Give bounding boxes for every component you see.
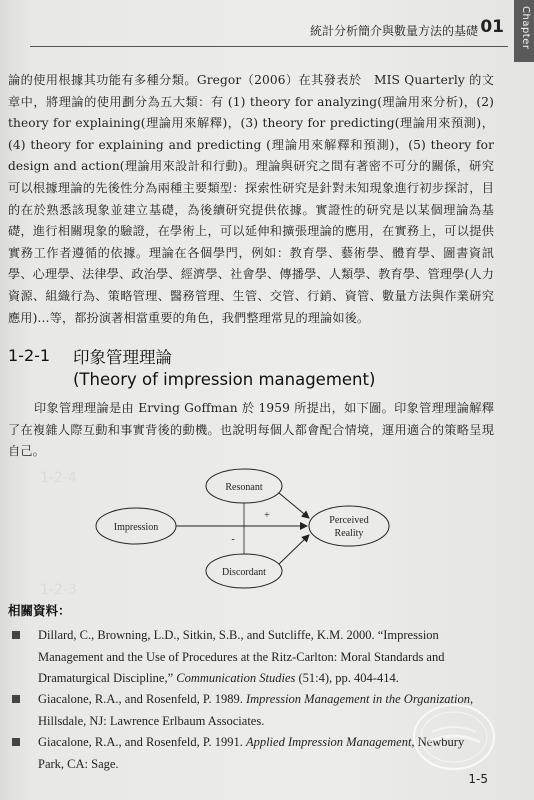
- chapter-tab-label: Chapter: [520, 6, 531, 50]
- reference-tail: Newbury Park, CA: Sage.: [38, 735, 465, 771]
- section-paragraph: 印象管理理論是由 Erving Goffman 於 1959 所提出，如下圖。印象管理理論解釋了在複雜人際互動和事實背後的動機。也說明每個人都會配合情境，運用適合的策略呈現自己。: [8, 401, 494, 459]
- running-title: 統計分析簡介與數量方法的基礎: [309, 24, 478, 38]
- perceived-label: Perceived: [329, 515, 369, 526]
- discordant-label: Discordant: [222, 567, 266, 578]
- bullet-square-icon: [12, 695, 20, 703]
- positive-sign: +: [264, 510, 270, 521]
- impression-management-diagram: [95, 466, 395, 592]
- bleed-through-texture: 1-2-4: [40, 470, 77, 486]
- section-number: 1-2-1: [8, 346, 51, 365]
- discordant-arrow: [279, 535, 309, 564]
- reality-label: Reality: [334, 528, 364, 539]
- reference-tail: Hillsdale, NJ: Lawrence Erlbaum Associates.: [38, 713, 265, 728]
- reference-tail: (51:4), pp. 404-414.: [295, 671, 399, 685]
- perceived-reality-node: [309, 506, 389, 546]
- header-rule: [30, 46, 508, 47]
- section-subtitle: (Theory of impression management): [73, 370, 376, 389]
- reference-text: Giacalone, R.A., and Rosenfeld, P. 1991.: [38, 735, 243, 749]
- bullet-square-icon: [12, 631, 20, 639]
- reference-text: Giacalone, R.A., and Rosenfeld, P. 1989.: [38, 692, 243, 706]
- intro-paragraph: 論的使用根據其功能有多種分類。Gregor（2006）在其發表於 MIS Quarterly 的文章中，將理論的使用劃分為五大類：有 (1) theory for analyzing(理論用來分析)，(2) theory for explaining(理論用來解釋)，(3) theory for predicting(理論用來預測)，(4) theory for explaining and predicting (理論用來解釋和預測)，(5) theory for design and action(理論用來設計和行動)。理論與研究之間有著密不可分的關係，研究可以根據理論的先後性分為兩種主要類型：探索性研究是針對未知現象進行初步探討，目的在於熟悉該現象並建立基礎，為後續研究提供依據。實證性的研究是以某個理論為基礎，進行相關現象的驗證，在學術上，可以延伸和擴張理論的應用，在實務上，可以提供實務工作者遵循的依據。理論在各個學門，例如：教育學、藝術學、體育學、圖書資訊學、心理學、法律學、政治學、經濟學、社會學、傳播學、人類學、教育學、管理學(人力資源、組織行為、策略管理、醫務管理、生管、交管、行銷、資管、數量方法與作業研究應用)…等，都扮演著相當重要的角色，我們整理常見的理論如後。: [8, 73, 494, 325]
- resonant-label: Resonant: [225, 482, 263, 493]
- reference-book-title: Applied Impression Management,: [245, 735, 415, 749]
- negative-sign: -: [231, 534, 235, 545]
- bullet-square-icon: [12, 738, 20, 746]
- reference-journal: Communication Studies: [176, 671, 296, 685]
- chapter-number: 01: [480, 17, 504, 37]
- reference-book-title: Impression Management in the Organization,: [245, 692, 474, 706]
- chapter-tab: [514, 0, 534, 62]
- bleed-through-texture: 1-2-3: [40, 582, 77, 598]
- reference-item: [38, 625, 488, 690]
- resonant-arrow: [279, 493, 309, 518]
- references-heading: 相關資料：: [8, 603, 71, 618]
- watermark-stamp: [412, 702, 496, 772]
- section-title: 印象管理理論: [73, 348, 172, 367]
- impression-label: Impression: [113, 522, 159, 533]
- page-number: 1-5: [468, 772, 488, 786]
- reference-text: Dillard, C., Browning, L.D., Sitkin, S.B., and Sutcliffe, K.M. 2000. “Impression Management and the Use of Procedures at the Ritz-Carlton: Moral Standards and Dramaturgical Discipline,”: [38, 628, 445, 685]
